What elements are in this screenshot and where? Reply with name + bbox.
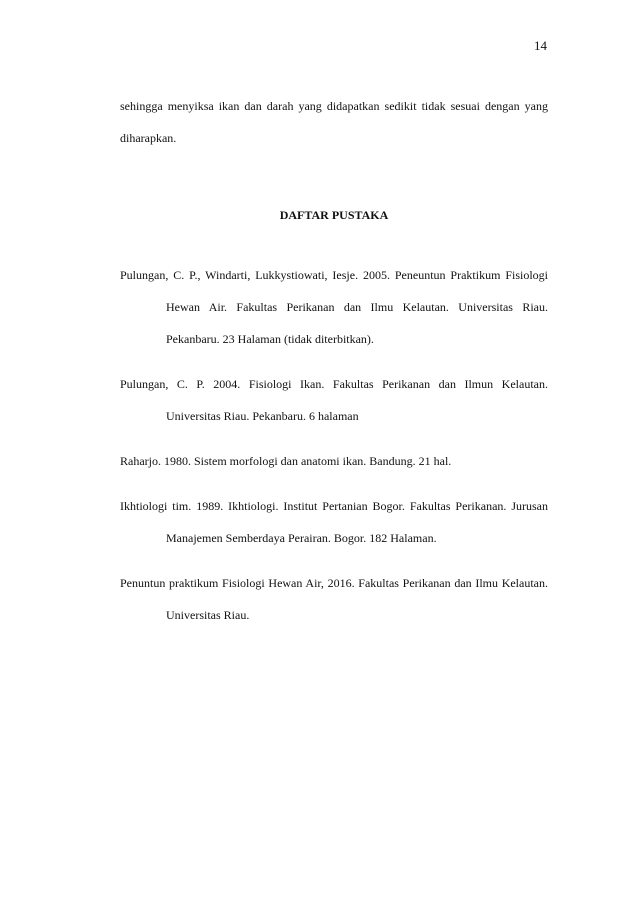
body-paragraph: sehingga menyiksa ikan dan darah yang didapatkan sedikit tidak sesuai dengan yang diharapkan.: [120, 99, 548, 145]
reference-list: [120, 259, 548, 644]
reference-entry: Pulungan, C. P. 2004. Fisiologi Ikan. Fakultas Perikanan dan Ilmun Kelautan. Universitas Riau. Pekanbaru. 6 halaman: [120, 377, 548, 423]
reference-entry: Penuntun praktikum Fisiologi Hewan Air, 2016. Fakultas Perikanan dan Ilmu Kelautan. Universitas Riau.: [120, 576, 548, 622]
reference-entry: Raharjo. 1980. Sistem morfologi dan anatomi ikan. Bandung. 21 hal.: [120, 454, 452, 468]
reference-entry: Pulungan, C. P., Windarti, Lukkystiowati, Iesje. 2005. Peneuntun Praktikum Fisiologi Hewan Air. Fakultas Perikanan dan Ilmu Kelautan. Universitas Riau. Pekanbaru. 23 Halaman (tidak diterbitkan).: [120, 268, 548, 346]
references-heading: DAFTAR PUSTAKA: [279, 208, 389, 222]
page-number: 14: [534, 38, 547, 53]
reference-entry: Ikhtiologi tim. 1989. Ikhtiologi. Institut Pertanian Bogor. Fakultas Perikanan. Jurusan Manajemen Semberdaya Perairan. Bogor. 182 Halaman.: [120, 499, 548, 545]
